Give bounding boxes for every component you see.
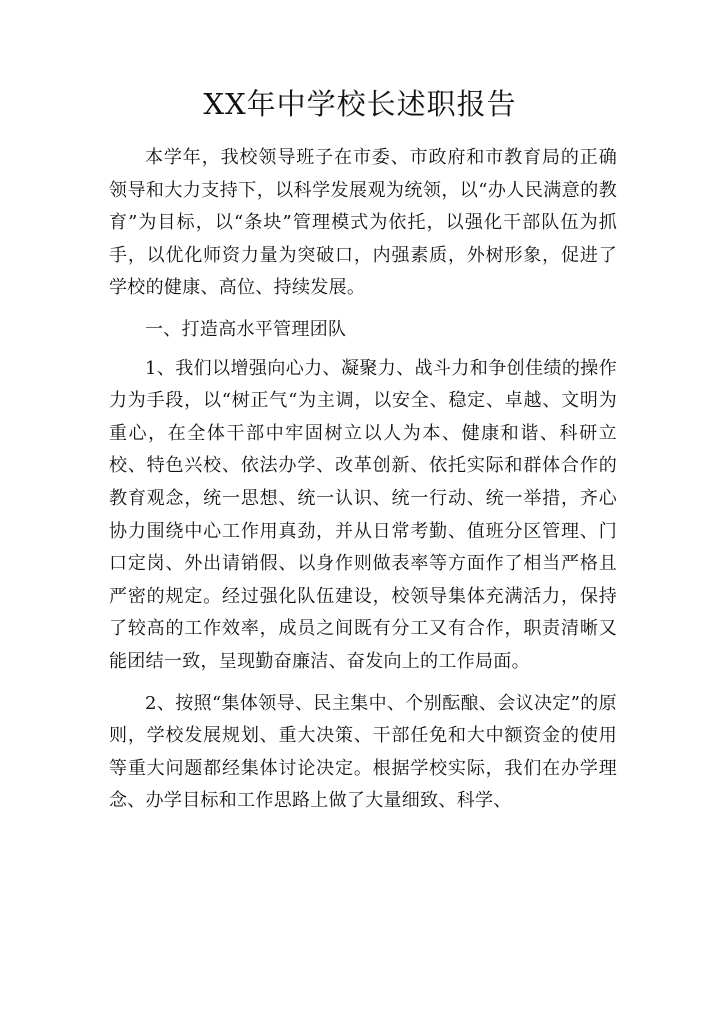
paragraph-item-1: 1、我们以增强向心力、凝聚力、战斗力和争创佳绩的操作力为手段，以“树正气“为主调，以安全、稳定、卓越、文明为重心，在全体干部中牢固树立以人为本、健康和谐、科研立校、特色兴校、依法办学、改革创新、依托实际和群体合作的教育观念，统一思想、统一认识、统一行动、统一举措，齐心协力围绕中心工作用真劲，并从日常考勤、值班分区管理、门口定岗、外出请销假、以身作则做表率等方面作了相当严格且严密的规定。经过强化队伍建设，校领导集体充满活力，保持了较高的工作效率，成员之间既有分工又有合作，职责清晰又能团结一致，呈现勤奋廉洁、奋发向上的工作局面。 — [109, 357, 617, 672]
paragraph-item-2: 2、按照“集体领导、民主集中、个别酝酿、会议决定”的原则，学校发展规划、重大决策、干部任免和大中额资金的使用等重大问题都经集体讨论决定。根据学校实际，我们在办学理念、办学目标和工作思路上做了大量细致、科学、 — [109, 692, 617, 812]
intro-paragraph: 本学年，我校领导班子在市委、市政府和市教育局的正确领导和大力支持下，以科学发展观为统领，以“办人民满意的教育”为目标，以“条块”管理模式为依托，以强化干部队伍为抓手，以优化师资力量为突破口，内强素质，外树形象，促进了学校的健康、高位、持续发展。 — [109, 147, 617, 299]
report-title: XX年中学校长述职报告 — [203, 87, 517, 121]
section-heading: 一、打造高水平管理团队 — [145, 318, 347, 340]
report-body — [109, 142, 617, 827]
